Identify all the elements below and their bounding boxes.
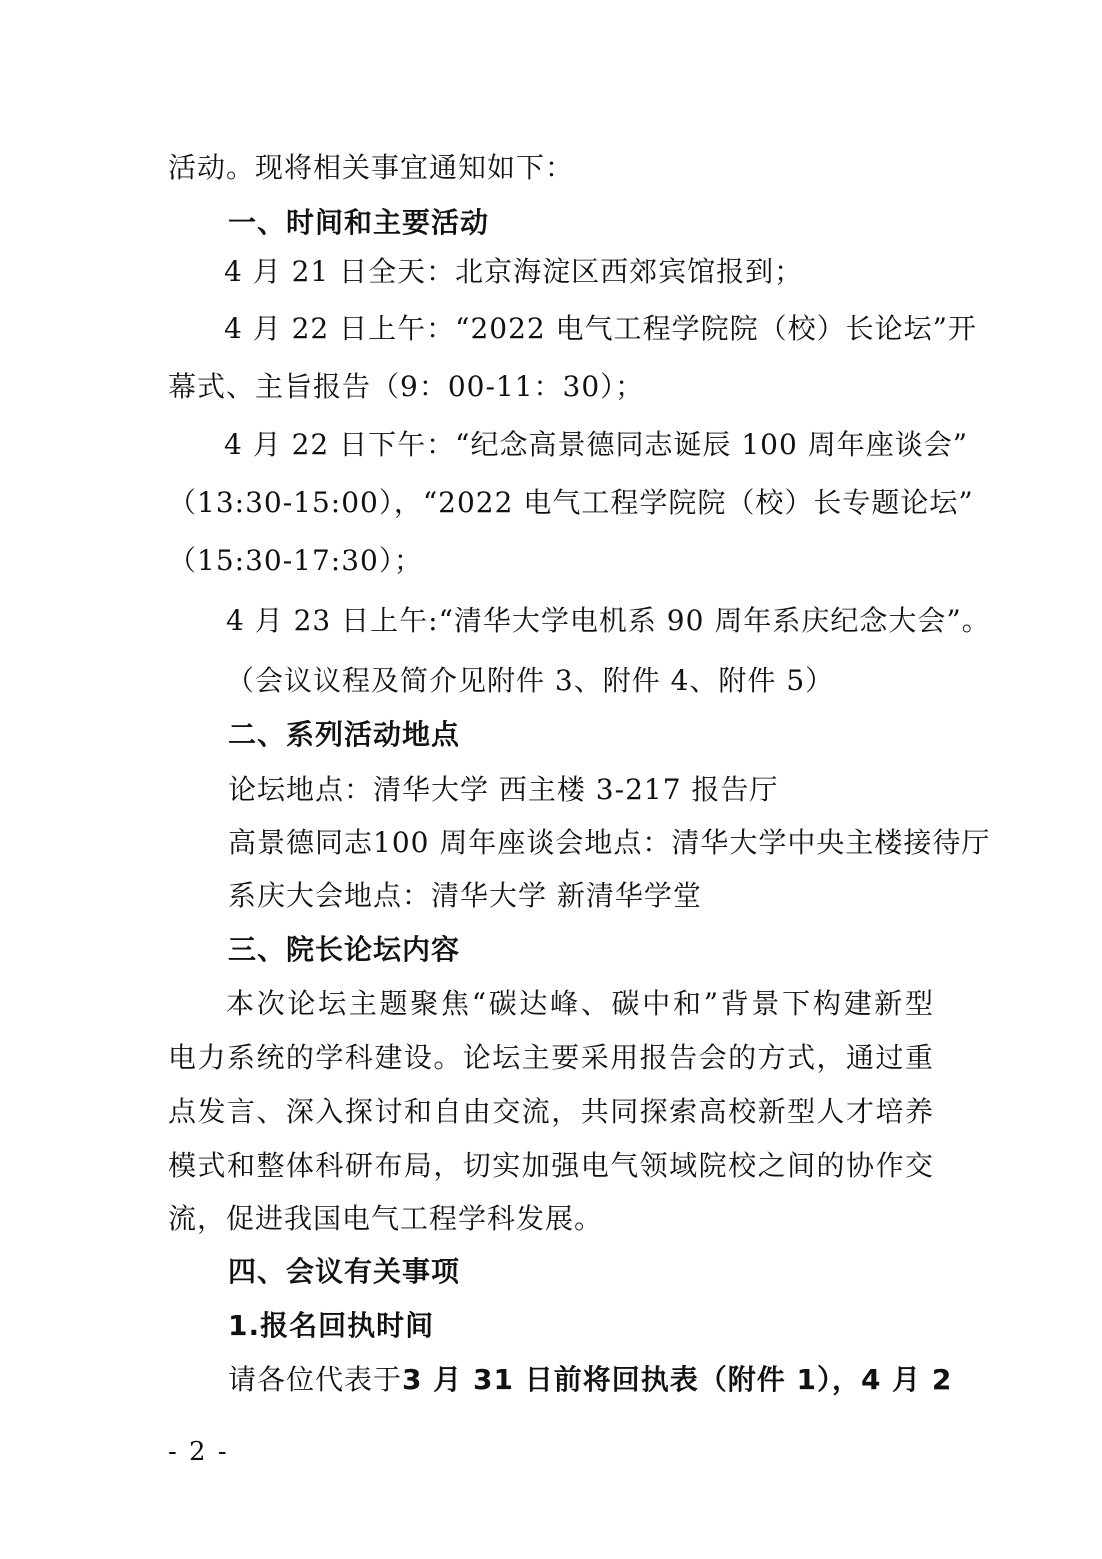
paragraph-line: 4 月 22 日上午：“2022 电气工程学院院（校）长论坛”开 [224, 312, 977, 345]
section-heading: 一、时间和主要活动 [228, 206, 490, 239]
paragraph-line: 系庆大会地点：清华大学 新清华学堂 [228, 879, 702, 912]
paragraph-line: 本次论坛主题聚焦“碳达峰、碳中和”背景下构建新型 [226, 987, 934, 1020]
paragraph-line: 幕式、主旨报告（9：00-11：30）； [168, 370, 645, 403]
page-number: - 2 - [168, 1437, 229, 1467]
section-heading: 四、会议有关事项 [228, 1255, 461, 1288]
paragraph-line: 4 月 22 日下午：“纪念高景德同志诞辰 100 周年座谈会” [224, 428, 969, 461]
paragraph-line: 活动。现将相关事宜通知如下： [168, 151, 575, 184]
paragraph-line: （会议议程及简介见附件 3、附件 4、附件 5） [226, 664, 835, 697]
subsection-heading: 1.报名回执时间 [228, 1309, 435, 1342]
paragraph-line: 模式和整体科研布局，切实加强电气领域院校之间的协作交 [168, 1149, 934, 1182]
section-heading: 二、系列活动地点 [228, 718, 461, 751]
paragraph-line: （13:30-15:00），“2022 电气工程学院院（校）长专题论坛” [168, 486, 974, 519]
paragraph-line: 4 月 23 日上午:“清华大学电机系 90 周年系庆纪念大会”。 [226, 604, 991, 637]
paragraph-text: 请各位代表于 [228, 1363, 403, 1396]
paragraph-line: 4 月 21 日全天：北京海淀区西郊宾馆报到； [224, 255, 804, 288]
paragraph-line: 点发言、深入探讨和自由交流，共同探索高校新型人才培养 [168, 1095, 934, 1128]
paragraph-line [228, 1360, 953, 1400]
section-heading: 三、院长论坛内容 [228, 933, 461, 966]
paragraph-line: 流，促进我国电气工程学科发展。 [168, 1202, 604, 1235]
paragraph-line: 高景德同志100 周年座谈会地点：清华大学中央主楼接待厅 [228, 826, 991, 859]
paragraph-line: （15:30-17:30）； [168, 544, 423, 577]
bold-deadline-text: 3 月 31 日前将回执表（附件 1），4 月 2 [402, 1363, 953, 1396]
paragraph-line: 电力系统的学科建设。论坛主要采用报告会的方式，通过重 [168, 1041, 934, 1074]
paragraph-line: 论坛地点：清华大学 西主楼 3-217 报告厅 [228, 773, 779, 806]
